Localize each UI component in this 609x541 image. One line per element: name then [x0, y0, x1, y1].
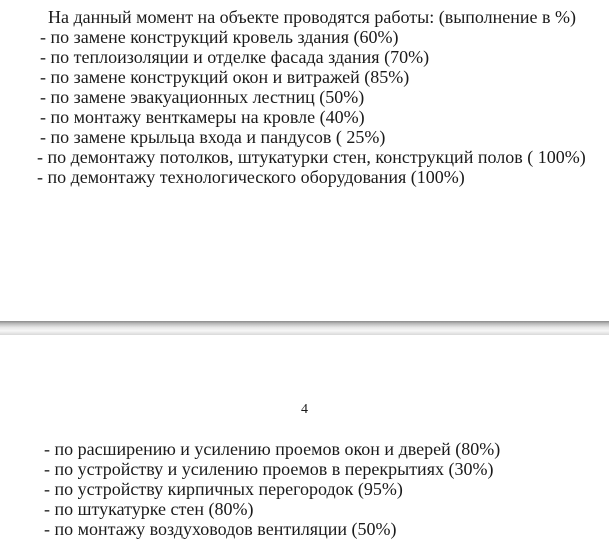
list-item: - по теплоизоляции и отделке фасада здания (70%): [40, 47, 430, 67]
page-separator: [0, 321, 609, 335]
list-item: - по замене эвакуационных лестниц (50%): [40, 87, 365, 107]
page-number: 4: [301, 402, 308, 417]
list-item: - по монтажу воздуховодов вентиляции (50%): [44, 519, 397, 539]
list-item: - по устройству и усилению проемов в перекрытиях (30%): [44, 459, 494, 479]
list-item: - по демонтажу потолков, штукатурки стен, конструкций полов ( 100%): [37, 147, 586, 167]
list-item: - по штукатурке стен (80%): [44, 499, 254, 519]
list-item: - по замене конструкций кровель здания (60%): [40, 27, 399, 47]
intro-text: На данный момент на объекте проводятся работы: (выполнение в %): [48, 7, 577, 27]
list-item: - по замене крыльца входа и пандусов ( 25%): [40, 127, 386, 147]
list-item: - по демонтажу технологического оборудования (100%): [37, 167, 465, 187]
list-item: - по монтажу венткамеры на кровле (40%): [40, 107, 365, 127]
list-item: - по расширению и усилению проемов окон и дверей (80%): [44, 439, 501, 459]
list-item: - по устройству кирпичных перегородок (95%): [44, 479, 403, 499]
list-item: - по замене конструкций окон и витражей (85%): [40, 67, 410, 87]
